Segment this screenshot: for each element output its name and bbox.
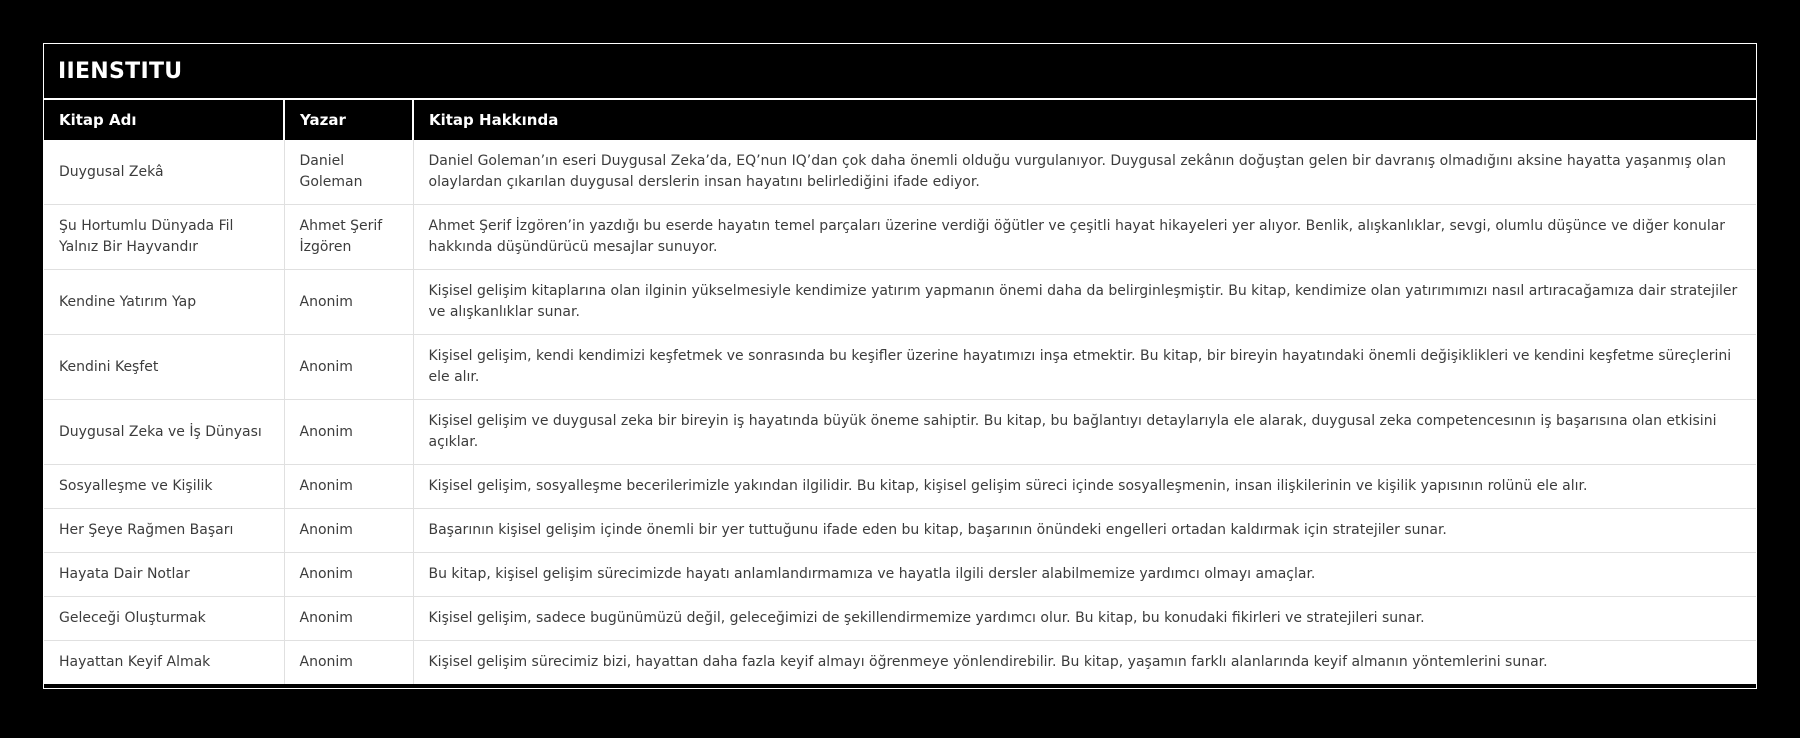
book-author-cell: Ahmet Şerif İzgören	[284, 205, 413, 270]
book-author-cell: Anonim	[284, 509, 413, 553]
book-author-cell: Anonim	[284, 641, 413, 685]
table-row	[44, 400, 1756, 465]
book-about-cell: Bu kitap, kişisel gelişim sürecimizde hayatı anlamlandırmamıza ve hayatla ilgili dersler alabilmemize yardımcı olmayı amaçlar.	[413, 553, 1756, 597]
book-author-cell: Anonim	[284, 465, 413, 509]
book-author-cell: Anonim	[284, 553, 413, 597]
table-row	[44, 270, 1756, 335]
book-title-cell: Duygusal Zeka ve İş Dünyası	[44, 400, 284, 465]
table-row	[44, 509, 1756, 553]
book-title-cell: Duygusal Zekâ	[44, 140, 284, 205]
book-about-cell: Kişisel gelişim kitaplarına olan ilginin yükselmesiyle kendimize yatırım yapmanın önemi daha da belirginleşmiştir. Bu kitap, kendimize olan yatırımımızı nasıl artıracağamıza dair stratejiler ve alışkanlıklar sunar.	[413, 270, 1756, 335]
book-about-cell: Kişisel gelişim, kendi kendimizi keşfetmek ve sonrasında bu keşifler üzerine hayatımızı inşa etmektir. Bu kitap, bir bireyin hayatındaki önemli değişiklikleri ve kendini keşfetme süreçlerini ele alır.	[413, 335, 1756, 400]
book-title-cell: Sosyalleşme ve Kişilik	[44, 465, 284, 509]
book-title-cell: Geleceği Oluşturmak	[44, 597, 284, 641]
column-header-yazar: Yazar	[284, 100, 413, 140]
books-table	[44, 100, 1756, 684]
table-row	[44, 140, 1756, 205]
table-row	[44, 205, 1756, 270]
book-author-cell: Anonim	[284, 335, 413, 400]
table-row	[44, 465, 1756, 509]
column-header-kitap-adi: Kitap Adı	[44, 100, 284, 140]
book-title-cell: Kendini Keşfet	[44, 335, 284, 400]
book-about-cell: Ahmet Şerif İzgören’in yazdığı bu eserde hayatın temel parçaları üzerine verdiği öğütler ve çeşitli hayat hikayeleri yer alıyor. Benlik, alışkanlıklar, sevgi, olumlu düşünce ve diğer konular hakkında düşündürücü mesajlar sunuyor.	[413, 205, 1756, 270]
book-title-cell: Her Şeye Rağmen Başarı	[44, 509, 284, 553]
book-about-cell: Kişisel gelişim, sadece bugünümüzü değil, geleceğimizi de şekillendirmemize yardımcı olur. Bu kitap, bu konudaki fikirleri ve stratejileri sunar.	[413, 597, 1756, 641]
book-about-cell: Kişisel gelişim, sosyalleşme becerilerimizle yakından ilgilidir. Bu kitap, kişisel gelişim süreci içinde sosyalleşmenin, insan ilişkilerinin ve kişilik yapısının rolünü ele alır.	[413, 465, 1756, 509]
book-about-cell: Başarının kişisel gelişim içinde önemli bir yer tuttuğunu ifade eden bu kitap, başarının önündeki engelleri ortadan kaldırmak için stratejiler sunar.	[413, 509, 1756, 553]
brand-title: IIENSTITU	[44, 44, 1756, 100]
book-title-cell: Hayata Dair Notlar	[44, 553, 284, 597]
book-about-cell: Daniel Goleman’ın eseri Duygusal Zeka’da, EQ’nun IQ’dan çok daha önemli olduğu vurgulanıyor. Duygusal zekânın doğuştan gelen bir davranış olmadığını aksine hayatta yaşanmış olan olaylardan çıkarılan duygusal derslerin insan hayatını belirlediğini ifade ediyor.	[413, 140, 1756, 205]
book-title-cell: Kendine Yatırım Yap	[44, 270, 284, 335]
book-author-cell: Anonim	[284, 597, 413, 641]
table-row	[44, 597, 1756, 641]
book-author-cell: Daniel Goleman	[284, 140, 413, 205]
book-table-card	[43, 43, 1757, 689]
table-row	[44, 335, 1756, 400]
book-author-cell: Anonim	[284, 270, 413, 335]
table-body	[44, 140, 1756, 684]
table-row	[44, 553, 1756, 597]
column-header-kitap-hakkinda: Kitap Hakkında	[413, 100, 1756, 140]
book-about-cell: Kişisel gelişim sürecimiz bizi, hayattan daha fazla keyif almayı öğrenmeye yönlendirebilir. Bu kitap, yaşamın farklı alanlarında keyif almanın yöntemlerini sunar.	[413, 641, 1756, 685]
book-title-cell: Hayattan Keyif Almak	[44, 641, 284, 685]
book-title-cell: Şu Hortumlu Dünyada Fil Yalnız Bir Hayvandır	[44, 205, 284, 270]
table-row	[44, 641, 1756, 685]
book-author-cell: Anonim	[284, 400, 413, 465]
table-header-row	[44, 100, 1756, 140]
book-about-cell: Kişisel gelişim ve duygusal zeka bir bireyin iş hayatında büyük öneme sahiptir. Bu kitap, bu bağlantıyı detaylarıyla ele alarak, duygusal zeka competencesının iş başarısına olan etkisini açıklar.	[413, 400, 1756, 465]
